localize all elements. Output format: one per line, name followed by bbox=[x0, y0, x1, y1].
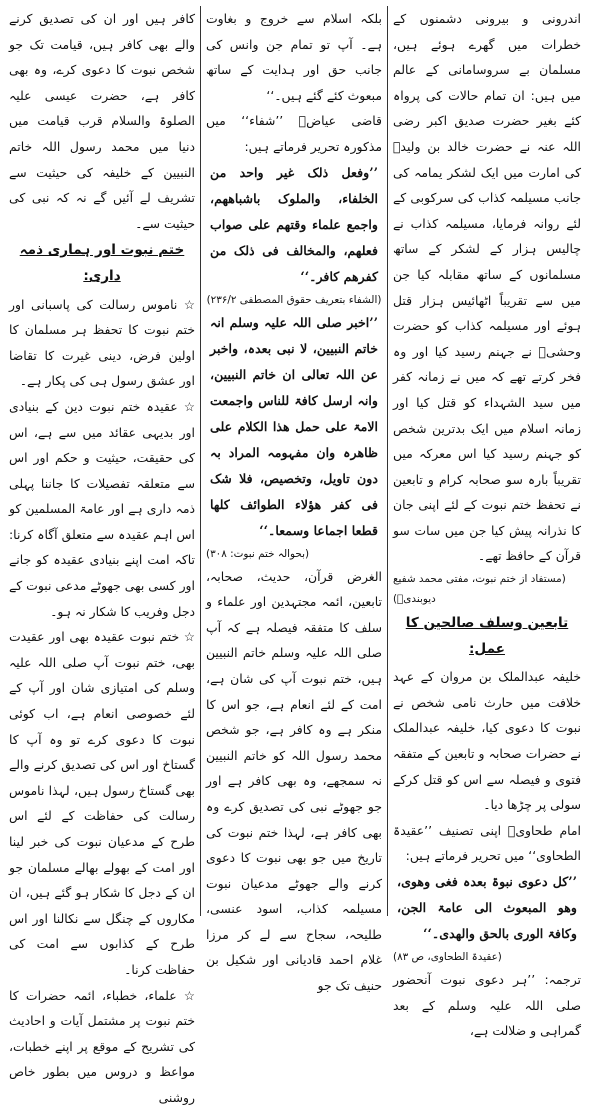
arabic-quote: ’’اخبر صلی اللہ علیہ وسلم انہ خاتم النبیین، لا نبی بعدہ، واخبر عن اللہ تعالی ان خاتم النبیین، وانہ ارسل کافۃ للناس واجمعت الامۃ علی حمل ھذا الکلام علی ظاھرہ وان مفہومہ المراد بہ دون تاویل، وتخصیص، فلا شک فی کفر ھؤلاء الطوائف کلھا قطعا اجماعا وسمعا۔‘‘ bbox=[210, 314, 378, 538]
paragraph: بلکہ اسلام سے خروج و بغاوت ہے۔ آپ تو تمام جن وانس کی جانب حق اور ہدایت کے ساتھ مبعوث کئے گئے ہیں۔‘‘ bbox=[206, 11, 382, 103]
reference: (بحوالہ ختم نبوت: ۳۰۸) bbox=[206, 547, 310, 560]
paragraph: ترجمہ: ’’ہر دعوی نبوت آنحضور صلی اللہ علیہ وسلم کے بعد گمراہی و ضلالت ہے، bbox=[393, 972, 581, 1039]
bullet-paragraph: ☆ علماء، خطباء، ائمہ حضرات کا ختم نبوت پر مشتمل آیات و احادیث کی تشریح کے موقع پر اپنے خطبات، مواعظ و دروس میں بطور خاص روشنی bbox=[9, 987, 195, 1105]
bullet-paragraph: ☆ ناموس رسالت کی پاسبانی اور ختم نبوت کا تحفظ ہر مسلمان کا اولین فرض، دینی غیرت کا تقاضا اور عشق رسول ہی کی پکار ہے۔ bbox=[9, 296, 195, 389]
paragraph: کافر ہیں اور ان کی تصدیق کرنے والے بھی کافر ہیں، قیامت تک جو شخص نبوت کا دعوی کرے، وہ بھی کافر ہے، حضرت عیسی علیہ الصلوۃ والسلام قرب قیامت میں دنیا میں محمد رسول اللہ خاتم النبیین کے خلیفہ کی حیثیت سے تشریف لے آئیں گے نہ کہ نبی کی حیثیت سے۔ bbox=[9, 11, 195, 231]
bullet-paragraph: ☆ ختم نبوت عقیدہ بھی اور عقیدت بھی، ختم نبوت آپ صلی اللہ علیہ وسلم کی امتیازی شان اور آپ کے لئے خصوصی انعام ہے، اب کوئی نبوت کا دعوی کرے تو وہ آپ کا گستاخ اور اس کی تصدیق کرنے والے بھی گستاخ رسول ہیں، لہذا ناموس رسالت کی حفاظت کے لئے اس طرح کے مدعیان نبوت کی خبر لینا اور امت کے بھولے بھالے مسلمان جو ان کے دجل کا شکار ہو گئے ہیں، ان مکاروں کے چنگل سے نکالنا اور اس طرح کے کذابوں سے امت کی حفاظت کرنا۔ bbox=[9, 629, 195, 977]
arabic-quote: ’’وفعل ذلک غیر واحد من الخلفاء، والملوک باشباھھم، واجمع علماء وقتھم علی صواب فعلھم، والمخالف فی ذلک من کفرھم کافر۔‘‘ bbox=[210, 164, 378, 284]
paragraph: الغرض قرآن، حدیث، صحابہ، تابعین، ائمہ مجتہدین اور علماء و سلف کا متفقہ فیصلہ ہے کہ آپ صلی اللہ علیہ وسلم خاتم النبیین ہیں، ختم نبوت آپ کی شان ہے، امت کے لئے انعام ہے، جو اس کا منکر ہے وہ کافر ہے، جو شخص محمد رسول اللہ کو خاتم النبیین نہ سمجھے، وہ بھی کافر ہے اور جو جھوٹے نبی کی تصدیق کرے وہ بھی کافر ہے، لہذا ختم نبوت کی تاریخ میں جو بھی نبوت کا دعوی کرنے والے جھوٹے مدعیان نبوت مسیلمہ کذاب، اسود عنسی، طلیحہ، سجاح سے لے کر مرزا غلام احمد قادیانی اور شکیل بن حنیف تک جو bbox=[206, 568, 382, 994]
paragraph: امام طحاویؒ اپنی تصنیف ’’عقیدۃ الطحاوی‘‘ میں تحریر فرماتے ہیں: bbox=[393, 822, 581, 864]
reference: (مستفاد از ختم نبوت، مفتی محمد شفیع دیوبندیؒ) bbox=[393, 573, 566, 606]
reference: (الشفاء بتعریف حقوق المصطفی ۲۳۶/۲) bbox=[206, 293, 382, 306]
reference: (عقیدۃ الطحاوی، ص ۸۳) bbox=[393, 951, 502, 963]
paragraph: خلیفہ عبدالملک بن مروان کے عہد خلافت میں حارث نامی شخص نے نبوت کا دعوی کیا، خلیفہ عبدالملک نے حضرات صحابہ و تابعین کے متفقہ فتوی و فیصلہ سے اس کو قتل کرکے سولی پر چڑھا دیا۔ bbox=[393, 669, 581, 813]
column-middle bbox=[200, 6, 388, 994]
paragraph: قاضی عیاضؒ ’’شفاء‘‘ میں مذکورہ تحریر فرماتے ہیں: bbox=[206, 113, 382, 154]
column-right bbox=[388, 6, 586, 1039]
section-heading: تابعین وسلف صالحین کا عمل: bbox=[405, 615, 569, 657]
section-heading: ختم نبوت اور ہماری ذمہ داری: bbox=[19, 242, 185, 284]
column-left bbox=[4, 6, 200, 1105]
arabic-quote: ’’کل دعوی نبوۃ بعدہ فغی وھوی، وھو المبعوث الی عامۃ الجن، وکافۃ الوری بالحق والھدی۔‘‘ bbox=[397, 874, 577, 941]
bullet-paragraph: ☆ عقیدہ ختم نبوت دین کے بنیادی اور بدیہی عقائد میں سے ہے، اس کی حقیقت، حیثیت و حکم اور اس سے متعلقہ تفصیلات کا جاننا پہلی ذمہ داری ہے اور عامۃ المسلمین کو اس اہم عقیدہ سے متعلق آگاہ کرنا: تاکہ امت اپنے بنیادی عقیدہ کو جانے اور کسی بھی جھوٹے مدعی نبوت کے دجل وفریب کا شکار نہ ہو۔ bbox=[9, 398, 195, 619]
paragraph: اندرونی و بیرونی دشمنوں کے خطرات میں گھرے ہوئے ہیں، مسلمان بے سروسامانی کے عالم میں ہیں: ان تمام حالات کی پرواہ کئے بغیر حضرت صدیق اکبر رضی اللہ عنہ نے حضرت خالد بن ولیدؓ کی امارت میں ایک لشکر یمامہ کی جانب مسیلمہ کذاب کی سرکوبی کے لئے روانہ فرمایا، مسیلمہ کذاب نے چالیس ہزار کے لشکر کے ساتھ مسلمانوں کے ساتھ مقابلہ کیا جن میں سے تقریباً اٹھائیس ہزار قتل ہوئے اور مسیلمہ کذاب کو حضرت وحشیؓ نے جہنم رسید کیا اور وہ فخر کرتے تھے کہ میں نے زمانہ کفر میں سید الشہداء کو قتل کیا اور زمانہ اسلام میں ایک بدترین شخص کو جہنم رسید کیا اس معرکہ میں تقریباً بارہ سو صحابہ کرام و تابعین نے تحفظ ختم نبوت کے لئے اپنی جان کا نذرانہ پیش کیا جن میں سات سو قرآن کے حافظ تھے۔ bbox=[393, 11, 581, 564]
